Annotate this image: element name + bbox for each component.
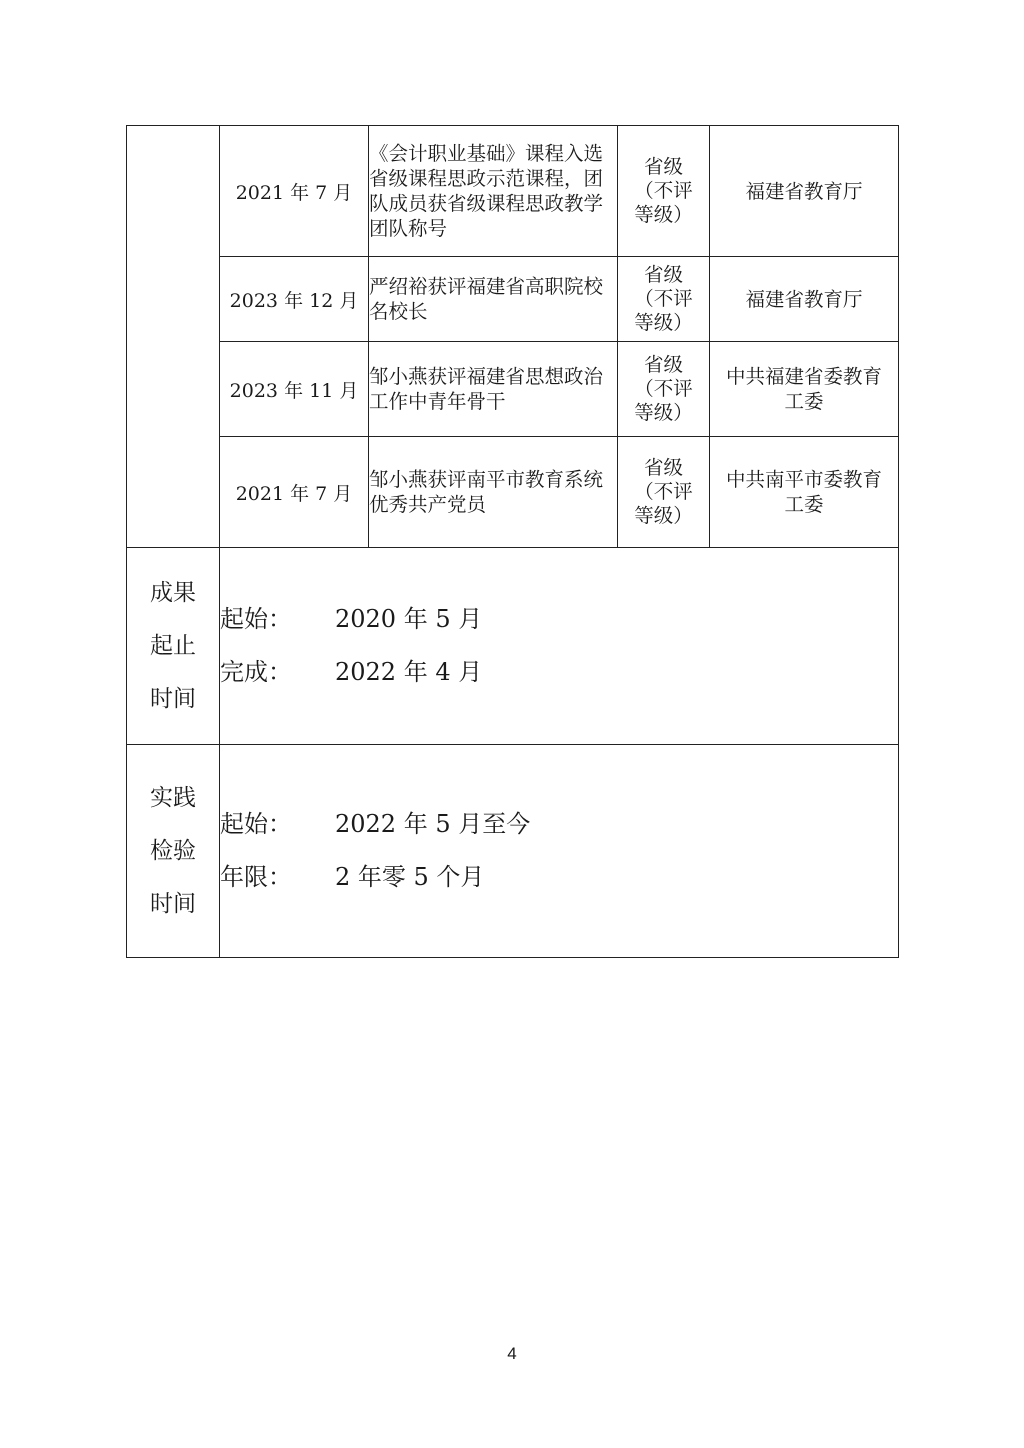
duration-value: 2 年零 5 个月 <box>335 863 485 891</box>
award-date: 2023 年 12 月 <box>220 257 369 342</box>
page-number: 4 <box>507 1344 517 1363</box>
start-label: 起始： <box>220 605 292 633</box>
award-organization: 中共南平市委教育工委 <box>725 468 882 516</box>
award-date: 2021 年 7 月 <box>220 437 369 548</box>
award-level: 省级（不评等级） <box>634 456 693 527</box>
award-date: 2021 年 7 月 <box>220 126 369 257</box>
awards-table <box>126 125 899 958</box>
practice-period-row <box>127 745 899 958</box>
achievement-period-row <box>127 548 899 745</box>
award-level: 省级（不评等级） <box>634 263 693 334</box>
award-organization: 福建省教育厅 <box>745 287 863 311</box>
award-description: 《会计职业基础》课程入选省级课程思政示范课程，团队成员获省级课程思政教学团队称号 <box>369 126 618 257</box>
table-row <box>127 257 899 342</box>
award-organization: 中共福建省委教育工委 <box>725 365 882 413</box>
table-row <box>127 437 899 548</box>
award-date: 2023 年 11 月 <box>220 342 369 437</box>
award-description: 严绍裕获评福建省高职院校名校长 <box>369 257 618 342</box>
award-description: 邹小燕获评南平市教育系统优秀共产党员 <box>369 437 618 548</box>
award-description: 邹小燕获评福建省思想政治工作中青年骨干 <box>369 342 618 437</box>
end-label: 完成： <box>220 658 292 686</box>
achievement-period-label: 成果起止时间 <box>150 579 196 712</box>
table-row <box>127 126 899 257</box>
practice-period-values <box>220 745 899 958</box>
award-level: 省级（不评等级） <box>634 155 693 226</box>
empty-label-cell <box>127 126 220 548</box>
start-value: 2020 年 5 月 <box>335 605 483 633</box>
start-label: 起始： <box>220 810 292 838</box>
end-value: 2022 年 4 月 <box>335 658 483 686</box>
award-level: 省级（不评等级） <box>634 353 693 424</box>
table-row <box>127 342 899 437</box>
duration-label: 年限： <box>220 863 292 891</box>
practice-period-label: 实践检验时间 <box>150 784 196 917</box>
start-value: 2022 年 5 月至今 <box>335 810 531 838</box>
achievement-period-values <box>220 548 899 745</box>
award-organization: 福建省教育厅 <box>745 179 863 203</box>
